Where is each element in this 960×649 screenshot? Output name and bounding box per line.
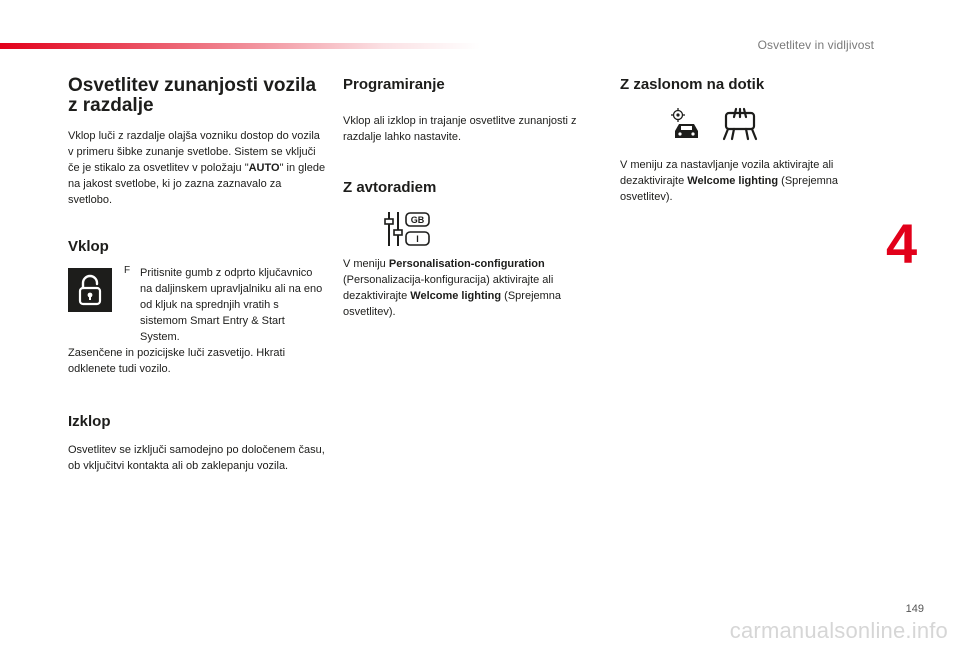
touchscreen-icon-box: [670, 107, 870, 141]
intro-paragraph: Vklop luči z razdalje olajša vozniku dostop do vozila v primeru šibke zunanje svetlobe. Sistem se vključi če je stikalo za osvetlitev v položaju "AUTO" in glede na jakost svetlobe, ki jo zazna zaznavalo za svetlobo.: [68, 130, 326, 206]
column-middle: [343, 76, 598, 320]
vehicle-settings-icon: [670, 107, 702, 141]
programiranje-text: Vklop ali izklop in trajanje osvetlitve zunanjosti z razdalje lahko nastavite.: [343, 115, 577, 143]
vklop-bullet-text: Pritisnite gumb z odprto ključavnico na daljinskem upravljalniku ali na eno od kljuk na sprednjih vratih s sistemom Smart Entry & Start System.: [140, 267, 323, 343]
programiranje-heading: Programiranje: [343, 76, 445, 93]
unlock-icon: [68, 268, 112, 312]
header-accent-bar: [0, 43, 480, 49]
vklop-text: Zasenčene in pozicijske luči zasvetijo. Hkrati odklenete tudi vozilo.: [68, 347, 286, 375]
izklop-heading: Izklop: [68, 413, 111, 430]
icon-label-i: I: [416, 234, 419, 244]
section-title: Osvetlitev in vidljivost: [757, 38, 874, 52]
avtoradio-heading: Z avtoradiem: [343, 179, 437, 196]
izklop-text: Osvetlitev se izključi samodejno po določenem času, ob vključitvi kontakta ali ob zaklepanju vozila.: [68, 444, 325, 472]
chapter-number: 4: [886, 212, 918, 275]
column-left: [68, 76, 326, 474]
icon-label-gb: GB: [410, 215, 425, 225]
watermark: carmanualsonline.info: [729, 618, 948, 643]
radio-settings-icon-box: [383, 210, 598, 248]
settings-sliders-icon: [383, 210, 433, 248]
avtoradio-text: V meniju Personalisation-configuration (Personalizacija-konfiguracija) aktivirajte ali dezaktivirajte Welcome lighting (Sprejemna osvetlitev).: [343, 258, 562, 318]
vklop-instruction: [68, 265, 326, 345]
touchscreen-heading: Z zaslonom na dotik: [620, 76, 765, 93]
column-right: [620, 76, 870, 205]
bullet-marker: F: [124, 265, 131, 276]
page-title: Osvetlitev zunanjosti vozila z razdalje: [68, 75, 317, 116]
vklop-heading: Vklop: [68, 238, 109, 255]
page-number: 149: [905, 603, 924, 615]
exterior-lighting-icon: [722, 107, 758, 141]
touchscreen-text: V meniju za nastavljanje vozila aktivirajte ali dezaktivirajte Welcome lighting (Sprejemna osvetlitev).: [620, 159, 839, 203]
